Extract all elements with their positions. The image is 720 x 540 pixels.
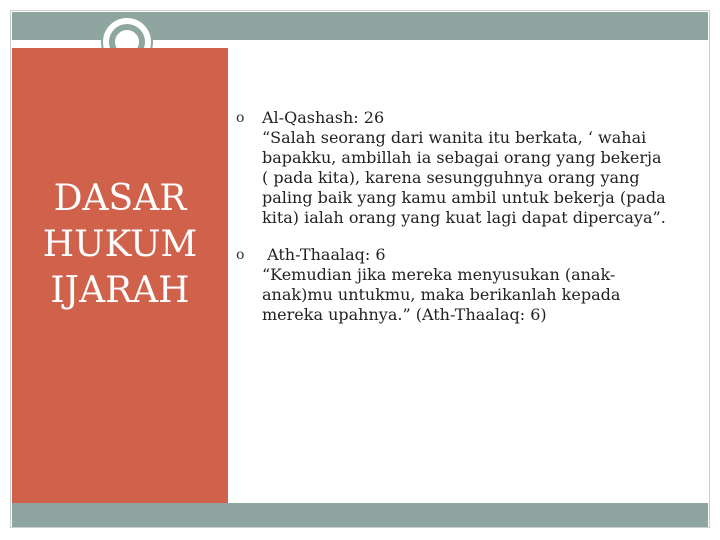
title-line-3: IJARAH bbox=[50, 270, 190, 311]
list-item-ath-thaalaq bbox=[236, 245, 702, 325]
bullet-icon: o bbox=[236, 247, 245, 263]
item-line: anak)mu untukmu, maka berikanlah kepada bbox=[262, 285, 621, 304]
bottom-band bbox=[12, 503, 708, 527]
title-line-1: DASAR bbox=[53, 178, 187, 219]
item-heading: Al-Qashash: 26 bbox=[262, 108, 385, 127]
item-line: ( pada kita), karena sesungguhnya orang yang bbox=[262, 168, 640, 187]
bullet-icon: o bbox=[236, 110, 245, 126]
item-line: “Kemudian jika mereka menyusukan (anak- bbox=[262, 265, 616, 284]
item-line: “Salah seorang dari wanita itu berkata, ‘ wahai bbox=[262, 128, 647, 147]
slide-title bbox=[22, 176, 218, 314]
item-line: kita) ialah orang yang kuat lagi dapat dipercaya”. bbox=[262, 208, 666, 227]
list-item-al-qashash bbox=[236, 108, 702, 228]
title-line-2: HUKUM bbox=[42, 224, 198, 265]
item-line: paling baik yang kamu ambil untuk bekerja (pada bbox=[262, 188, 666, 207]
item-line: bapakku, ambillah ia sebagai orang yang bekerja bbox=[262, 148, 662, 167]
item-heading: Ath-Thaalaq: 6 bbox=[262, 245, 386, 264]
item-line: mereka upahnya.” (Ath-Thaalaq: 6) bbox=[262, 305, 547, 324]
content-area bbox=[236, 108, 702, 342]
